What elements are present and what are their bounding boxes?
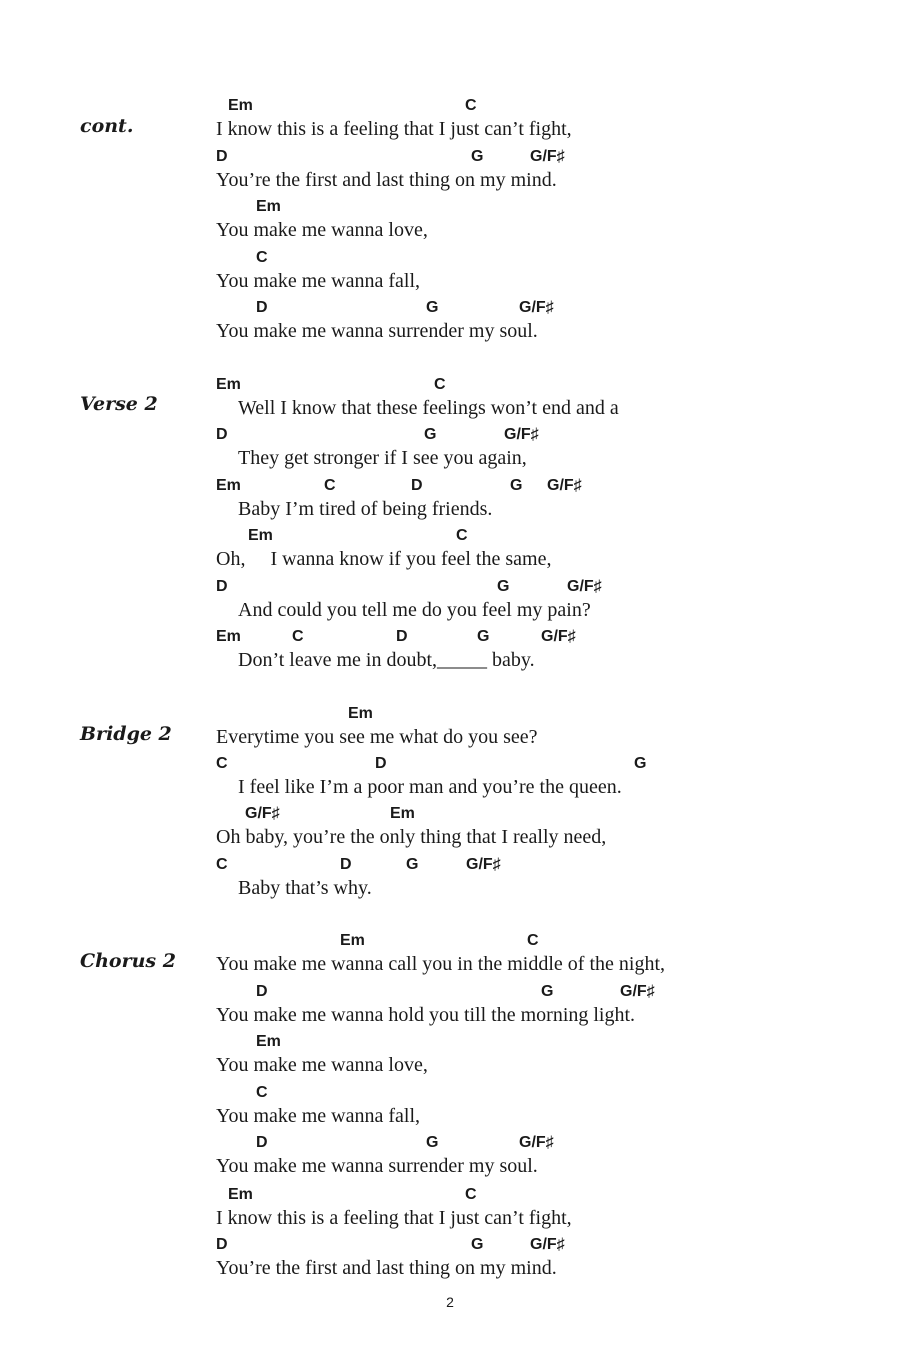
lyric: You make me wanna surrender my soul. xyxy=(216,320,538,342)
lyric: You’re the first and last thing on my mind. xyxy=(216,169,557,191)
section-label-cont: cont. xyxy=(80,115,134,137)
lyric: You make me wanna hold you till the morning light. xyxy=(216,1004,636,1026)
chord: Em xyxy=(216,376,241,393)
chord: G xyxy=(426,1134,439,1151)
chord: Em xyxy=(348,705,373,722)
chord: Em xyxy=(248,527,273,544)
chord: C xyxy=(434,376,446,393)
chord: G/F♯ xyxy=(530,148,565,165)
chord-lyric-line xyxy=(216,249,876,299)
lyric: Baby that’s why. xyxy=(238,877,372,899)
chord: D xyxy=(340,856,352,873)
chord: G/F♯ xyxy=(541,628,576,645)
chord: G xyxy=(471,1236,484,1253)
chord-lyric-line xyxy=(216,705,876,755)
chord: D xyxy=(256,1134,268,1151)
chord: D xyxy=(256,983,268,1000)
chord: G xyxy=(634,755,647,772)
chord: G xyxy=(424,426,437,443)
chord-lyric-line xyxy=(216,148,876,198)
chord-lyric-line xyxy=(216,97,876,147)
chord-lyric-line xyxy=(216,477,876,527)
chord-lyric-line xyxy=(216,1186,876,1236)
chord: G/F♯ xyxy=(519,299,554,316)
lyric: Everytime you see me what do you see? xyxy=(216,726,538,748)
section-label-verse-2: Verse 2 xyxy=(80,393,158,415)
chord-lyric-line xyxy=(216,1033,876,1083)
chord: Em xyxy=(340,932,365,949)
chord: Em xyxy=(228,97,253,114)
chord: G xyxy=(471,148,484,165)
lyric: And could you tell me do you feel my pain? xyxy=(238,599,591,621)
lyric: You make me wanna love, xyxy=(216,219,428,241)
chord: D xyxy=(216,148,228,165)
page-number: 2 xyxy=(446,1294,454,1310)
chord-lyric-line xyxy=(216,856,876,906)
chord: Em xyxy=(256,198,281,215)
chord: C xyxy=(324,477,336,494)
chord: C xyxy=(216,856,228,873)
lyric: They get stronger if I see you again, xyxy=(238,447,527,469)
lyric: Well I know that these feelings won’t end and a xyxy=(238,397,619,419)
section-label-bridge-2: Bridge 2 xyxy=(80,723,172,745)
chord: D xyxy=(216,426,228,443)
chord: C xyxy=(465,1186,477,1203)
lyric: Don’t leave me in doubt,_____ baby. xyxy=(238,649,535,671)
chord-lyric-line xyxy=(216,1236,876,1286)
chord-lyric-line xyxy=(216,578,876,628)
chord: Em xyxy=(216,628,241,645)
chord: C xyxy=(465,97,477,114)
lyric: You make me wanna call you in the middle of the night, xyxy=(216,953,665,975)
chord: C xyxy=(456,527,468,544)
chord: G/F♯ xyxy=(567,578,602,595)
lyric: You’re the first and last thing on my mind. xyxy=(216,1257,557,1279)
lyric: I know this is a feeling that I just can’t fight, xyxy=(216,1207,572,1229)
chord-lyric-line xyxy=(216,1084,876,1134)
chord: Em xyxy=(216,477,241,494)
chord-lyric-line xyxy=(216,426,876,476)
lyric: Oh baby, you’re the only thing that I really need, xyxy=(216,826,607,848)
chord: G/F♯ xyxy=(519,1134,554,1151)
lyric: I feel like I’m a poor man and you’re the queen. xyxy=(238,776,622,798)
chord: C xyxy=(256,1084,268,1101)
chord-lyric-line xyxy=(216,376,876,426)
chord-lyric-line xyxy=(216,299,876,349)
lyric: Oh, I wanna know if you feel the same, xyxy=(216,548,552,570)
chord-lyric-line xyxy=(216,198,876,248)
chord: Em xyxy=(256,1033,281,1050)
chord: D xyxy=(216,1236,228,1253)
chord: G xyxy=(541,983,554,1000)
lyric: You make me wanna love, xyxy=(216,1054,428,1076)
lyric: I know this is a feeling that I just can’t fight, xyxy=(216,118,572,140)
chord: C xyxy=(216,755,228,772)
chord: G/F♯ xyxy=(620,983,655,1000)
chord: G xyxy=(406,856,419,873)
lyric: You make me wanna fall, xyxy=(216,270,421,292)
chord: D xyxy=(396,628,408,645)
chord: Em xyxy=(228,1186,253,1203)
section-label-chorus-2: Chorus 2 xyxy=(80,950,176,972)
chord-lyric-line xyxy=(216,755,876,805)
chord-lyric-line xyxy=(216,932,876,982)
chord: C xyxy=(527,932,539,949)
lyric: You make me wanna surrender my soul. xyxy=(216,1155,538,1177)
chord: D xyxy=(411,477,423,494)
chord: G/F♯ xyxy=(466,856,501,873)
chord-lyric-line xyxy=(216,527,876,577)
chord: G/F♯ xyxy=(504,426,539,443)
chord-lyric-line xyxy=(216,983,876,1033)
chord: D xyxy=(375,755,387,772)
chord: G xyxy=(477,628,490,645)
chord: D xyxy=(256,299,268,316)
chord: G/F♯ xyxy=(245,805,280,822)
chord: Em xyxy=(390,805,415,822)
chord: G xyxy=(510,477,523,494)
chord: G xyxy=(497,578,510,595)
lyric: You make me wanna fall, xyxy=(216,1105,421,1127)
chord-lyric-line xyxy=(216,628,876,678)
lyric: Baby I’m tired of being friends. xyxy=(238,498,493,520)
chord: D xyxy=(216,578,228,595)
chord: G/F♯ xyxy=(530,1236,565,1253)
chord-lyric-line xyxy=(216,805,876,855)
chord-lyric-line xyxy=(216,1134,876,1184)
chord: C xyxy=(292,628,304,645)
chord: C xyxy=(256,249,268,266)
chord: G/F♯ xyxy=(547,477,582,494)
chord: G xyxy=(426,299,439,316)
